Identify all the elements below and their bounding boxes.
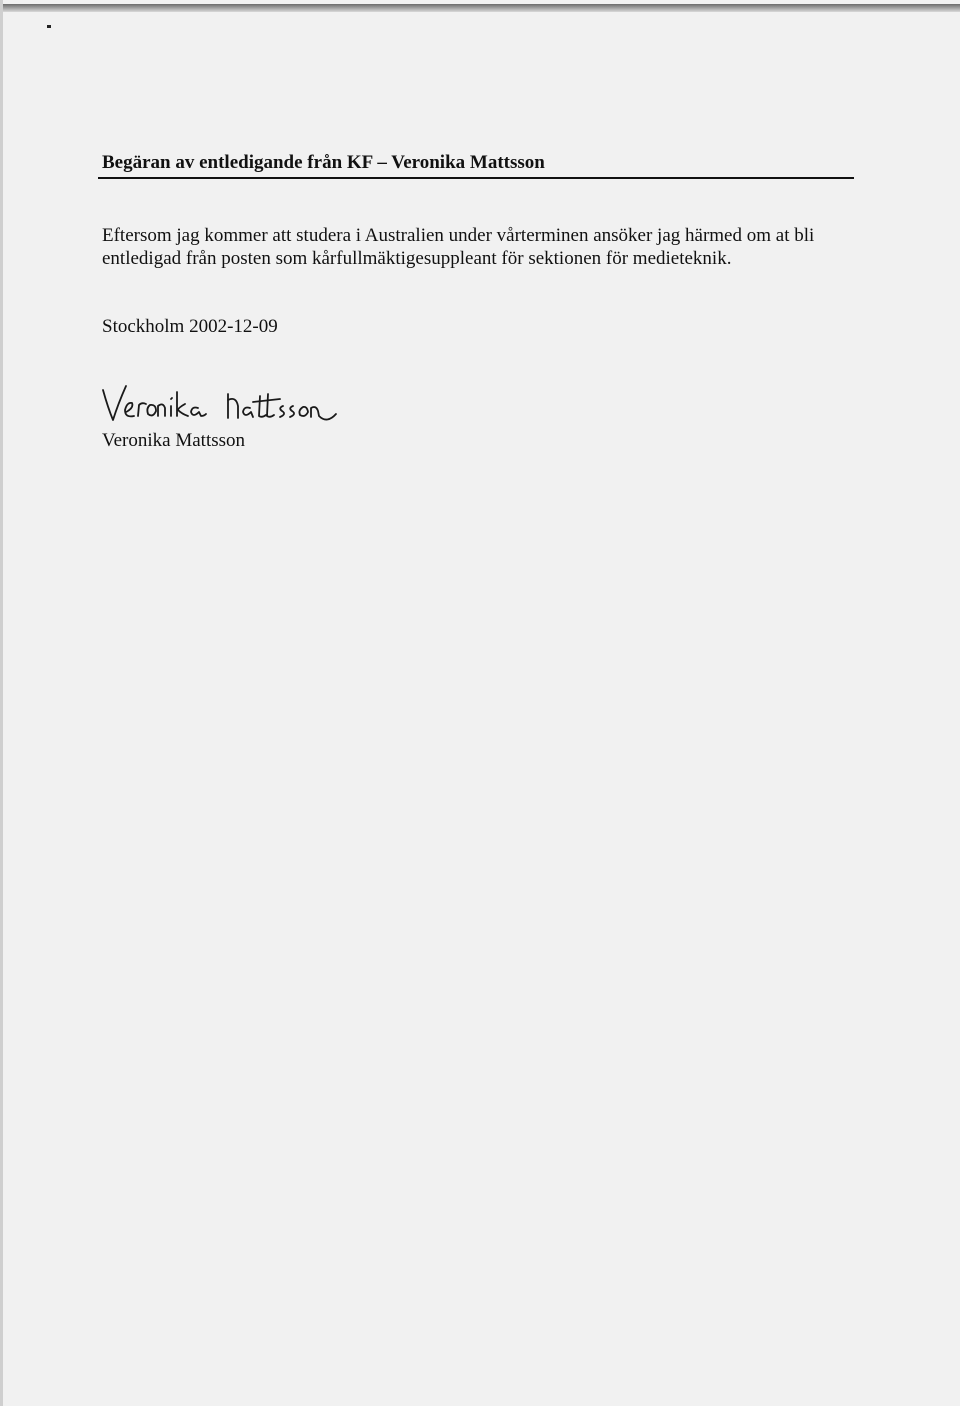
- signer-name: Veronika Mattsson: [102, 430, 246, 451]
- scan-speck: [47, 25, 51, 28]
- body-line: Eftersom jag kommer att studera i Australien under vårterminen ansöker jag härmed om at bli: [102, 225, 815, 246]
- scan-left-edge: [0, 0, 3, 1406]
- body-line: entledigad från posten som kårfullmäktigesuppleant för sektionen för medieteknik.: [102, 248, 732, 269]
- title-underline: [98, 177, 854, 179]
- handwritten-signature: [100, 378, 350, 438]
- place-and-date: Stockholm 2002-12-09: [102, 316, 278, 337]
- document-title: Begäran av entledigande från KF – Veronika Mattsson: [102, 152, 545, 173]
- scan-top-edge: [0, 4, 960, 12]
- body-paragraph: [102, 224, 862, 270]
